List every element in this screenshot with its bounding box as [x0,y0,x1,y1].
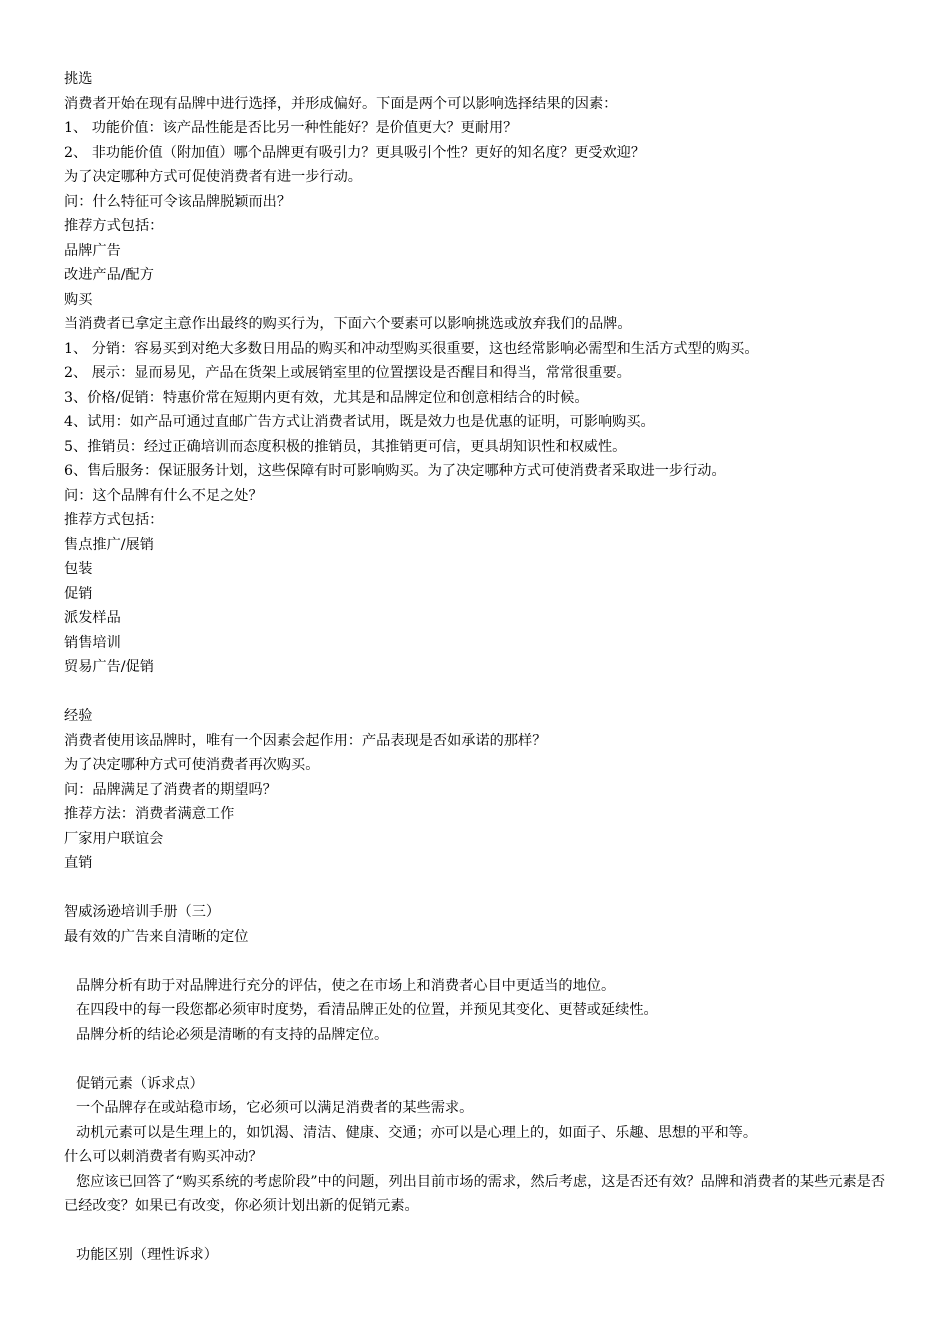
question-line: 问：品牌满足了消费者的期望吗？ [64,781,277,798]
blank-line [64,1047,894,1072]
paragraph-line: 为了决定哪种方式可促使消费者有进一步行动。 [64,169,362,185]
paragraph-line: 消费者开始在现有品牌中进行选择，并形成偏好。下面是两个可以影响选择结果的因素： [64,95,618,112]
section-heading-functional-difference: 功能区别（理性诉求） [76,1247,218,1263]
paragraph-line: 在四段中的每一段您都必须审时度势，看清品牌正处的位置，并预见其变化、更替或延续性。 [76,1002,658,1018]
recommendation-heading: 推荐方法：消费者满意工作 [64,806,235,822]
recommendation-item: 改进产品/配方 [64,267,154,283]
section-heading-selection: 挑选 [64,71,93,87]
recommendation-item: 品牌广告 [64,242,121,259]
list-item: 1、 分销：容易买到对绝大多数日用品的购买和冲动型购买很重要，这也经常影响必需型和生活方式型的购买。 [64,340,759,357]
manual-subtitle: 最有效的广告来自清晰的定位 [64,928,249,945]
list-item: 6、售后服务：保证服务计划，这些保障有时可影响购买。为了决定哪种方式可使消费者采取进一步行动。 [64,463,726,479]
paragraph-line: 一个品牌存在或站稳市场，它必须可以满足消费者的某些需求。 [76,1100,474,1116]
question-line: 问：这个品牌有什么不足之处？ [64,487,263,504]
recommendation-item: 直销 [64,855,93,871]
paragraph-line: 为了决定哪种方式可使消费者再次购买。 [64,757,320,773]
blank-line [64,680,894,705]
recommendation-item: 销售培训 [64,634,121,651]
blank-line [64,949,894,974]
recommendation-heading: 推荐方式包括： [64,218,164,234]
section-heading-purchase: 购买 [64,291,93,308]
list-item: 3、价格/促销：特惠价常在短期内更有效，尤其是和品牌定位和创意相结合的时候。 [64,389,589,406]
question-line: 问：什么特征可令该品牌脱颖而出？ [64,193,292,210]
list-item: 1、 功能价值：该产品性能是否比另一种性能好？是价值更大？更耐用？ [64,120,518,136]
recommendation-heading: 推荐方式包括： [64,512,164,528]
blank-line [64,1219,894,1244]
paragraph-line: 品牌分析有助于对品牌进行充分的评估，使之在市场上和消费者心目中更适当的地位。 [76,977,616,994]
list-item: 2、 展示：显而易见，产品在货架上或展销室里的位置摆设是否醒目和得当，常常很重要。 [64,365,631,381]
paragraph-line: 消费者使用该品牌时，唯有一个因素会起作用：产品表现是否如承诺的那样？ [64,732,547,749]
recommendation-item: 促销 [64,585,93,602]
recommendation-item: 贸易广告/促销 [64,659,154,675]
paragraph-line: 品牌分析的结论必须是清晰的有支持的品牌定位。 [76,1026,389,1043]
document-body [64,67,894,1268]
section-heading-experience: 经验 [64,708,93,724]
paragraph-line: 动机元素可以是生理上的，如饥渴、清洁、健康、交通；亦可以是心理上的，如面子、乐趣、思想的平和等。 [76,1124,758,1141]
recommendation-item: 派发样品 [64,610,121,626]
section-heading-promotion-elements: 促销元素（诉求点） [76,1075,204,1092]
list-item: 4、试用：如产品可通过直邮广告方式让消费者试用，既是效力也是优惠的证明，可影响购买。 [64,414,655,430]
list-item: 2、 非功能价值（附加值）哪个品牌更有吸引力？更具吸引个性？更好的知名度？更受欢迎？ [64,144,646,161]
list-item: 5、推销员：经过正确培训而态度积极的推销员，其推销更可信，更具胡知识性和权威性。 [64,438,627,455]
recommendation-item: 厂家用户联谊会 [64,830,164,847]
recommendation-item: 售点推广/展销 [64,536,154,553]
recommendation-item: 包装 [64,561,93,577]
paragraph-wrapped: 您应该已回答了“购买系统的考虑阶段”中的问题，列出目前市场的需求，然后考虑，这是否还有效？品牌和消费者的某些元素是否已经改变？如果已有改变，你必须计划出新的促销元素。 [64,1173,886,1214]
question-line: 什么可以刺消费者有购买冲动？ [64,1149,263,1165]
paragraph-line: 当消费者已拿定主意作出最终的购买行为，下面六个要素可以影响挑选或放弃我们的品牌。 [64,316,632,332]
blank-line [64,876,894,901]
manual-title: 智威汤逊培训手册（三） [64,904,221,920]
